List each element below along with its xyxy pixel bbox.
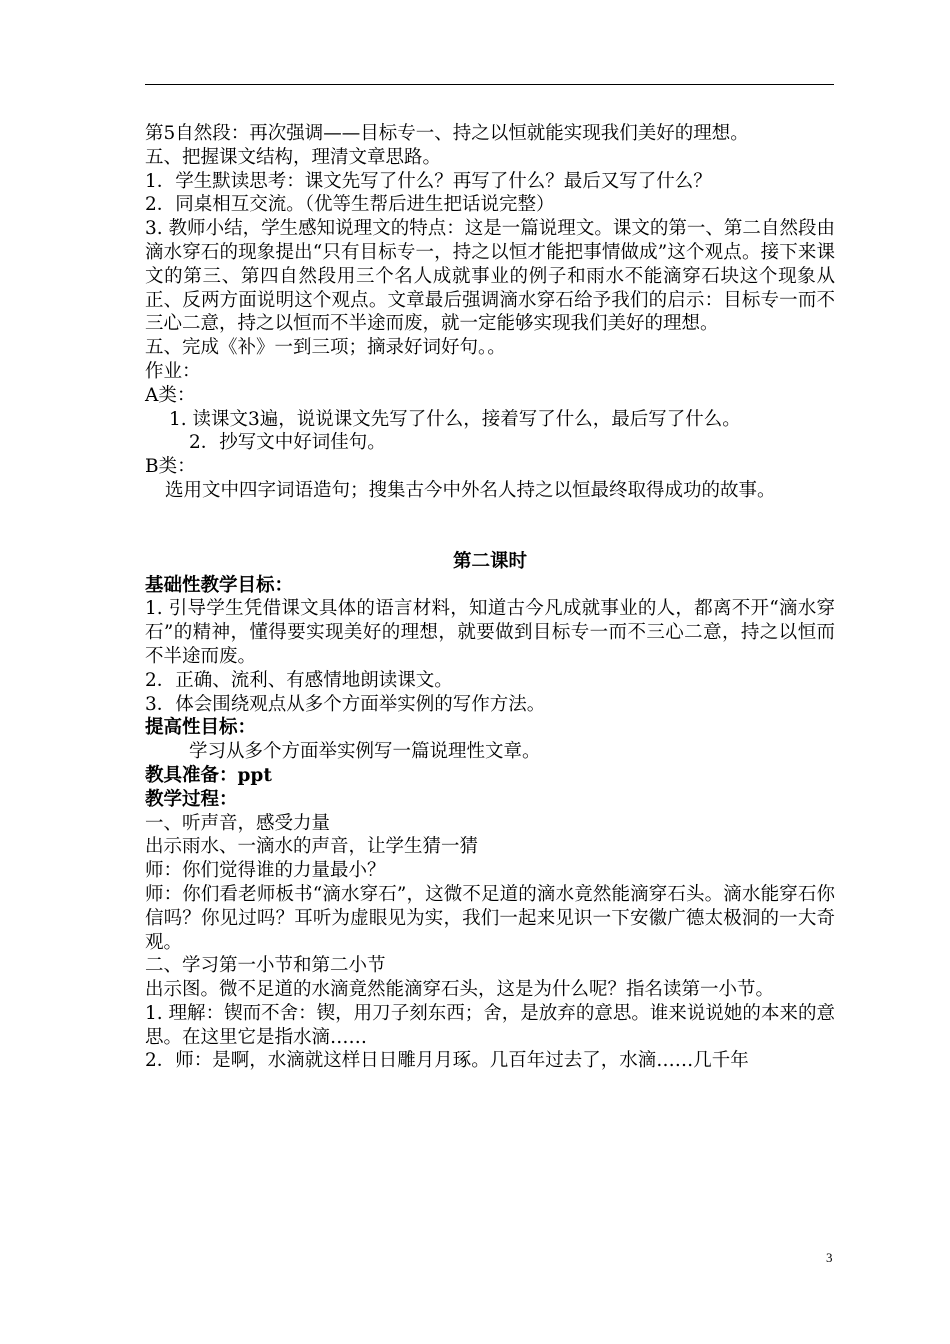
- homework-heading: 作业：: [145, 360, 201, 382]
- goal-item: 3．体会围绕观点从多个方面举实例的写作方法。: [145, 693, 546, 715]
- paragraph: 3. 教师小结，学生感知说理文的特点：这是一篇说理文。课文的第一、第二自然段由滴水穿石的现象提出“只有目标专一，持之以恒才能把事情做成”这个观点。接下来课文的第三、第四自然段用三个名人成就事业的例子和雨水不能滴穿石块这个现象从正、反两方面说明这个观点。文章最后强调滴水穿石给予我们的启示：目标专一而不三心二意，持之以恒而不半途而废，就一定能够实现我们美好的理想。: [145, 218, 835, 335]
- basic-goals-heading: 基础性教学目标：: [145, 574, 294, 596]
- advanced-goals-heading: 提高性目标：: [145, 717, 257, 739]
- document-body: [145, 122, 835, 1073]
- homework-a-label: A类：: [145, 384, 196, 406]
- process-item: 出示图。微不足道的水滴竟然能滴穿石头，这是为什么呢？指名读第一小节。: [145, 979, 775, 1001]
- process-heading: 教学过程：: [145, 788, 238, 810]
- process-item: 二、学习第一小节和第二小节: [145, 955, 386, 977]
- paragraph: 1．学生默读思考：课文先写了什么？再写了什么？最后又写了什么？: [145, 170, 712, 192]
- materials-heading: 教具准备：ppt: [145, 764, 272, 786]
- lesson-title: 第二课时: [452, 550, 527, 572]
- process-item: 师：你们觉得谁的力量最小？: [145, 860, 386, 882]
- paragraph: 第5自然段：再次强调——目标专一、持之以恒就能实现我们美好的理想。: [145, 123, 749, 144]
- homework-a-item: 2．抄写文中好词佳句。: [189, 432, 386, 454]
- process-item: 师：你们看老师板书“滴水穿石”，这微不足道的滴水竟然能滴穿石头。滴水能穿石你信吗？你见过吗？耳听为虚眼见为实，我们一起来见识一下安徽广德太极洞的一大奇观。: [145, 883, 835, 953]
- homework-b-label: B类：: [145, 456, 196, 478]
- process-item: 1. 理解：锲而不舍：锲，用刀子刻东西；舍，是放弃的意思。谁来说说她的本来的意思。在这里它是指水滴……: [145, 1002, 835, 1048]
- page-number: 3: [826, 1250, 833, 1265]
- paragraph: 五、完成《补》一到三项；摘录好词好句。。: [145, 337, 506, 359]
- paragraph: 2．同桌相互交流。（优等生帮后进生把话说完整）: [145, 194, 555, 216]
- process-item: 出示雨水、一滴水的声音，让学生猜一猜: [145, 836, 479, 858]
- goal-item: 1. 引导学生凭借课文具体的语言材料，知道古今凡成就事业的人，都离不开“滴水穿石”的精神，懂得要实现美好的理想，就要做到目标专一而不三心二意，持之以恒而不半途而废。: [145, 598, 835, 667]
- header-rule: [145, 84, 834, 85]
- advanced-goal: 学习从多个方面举实例写一篇说理性文章。: [189, 741, 541, 763]
- homework-b-text: 选用文中四字词语造句；搜集古今中外名人持之以恒最终取得成功的故事。: [165, 479, 776, 501]
- goal-item: 2．正确、流利、有感情地朗读课文。: [145, 669, 453, 691]
- homework-a-item: 1. 读课文3遍，说说课文先写了什么，接着写了什么，最后写了什么。: [169, 408, 741, 430]
- paragraph: 五、把握课文结构，理清文章思路。: [145, 146, 442, 168]
- process-item: 一、听声音，感受力量: [145, 812, 331, 834]
- process-item: 2．师：是啊，水滴就这样日日雕月月琢。几百年过去了，水滴……几千年: [145, 1050, 749, 1072]
